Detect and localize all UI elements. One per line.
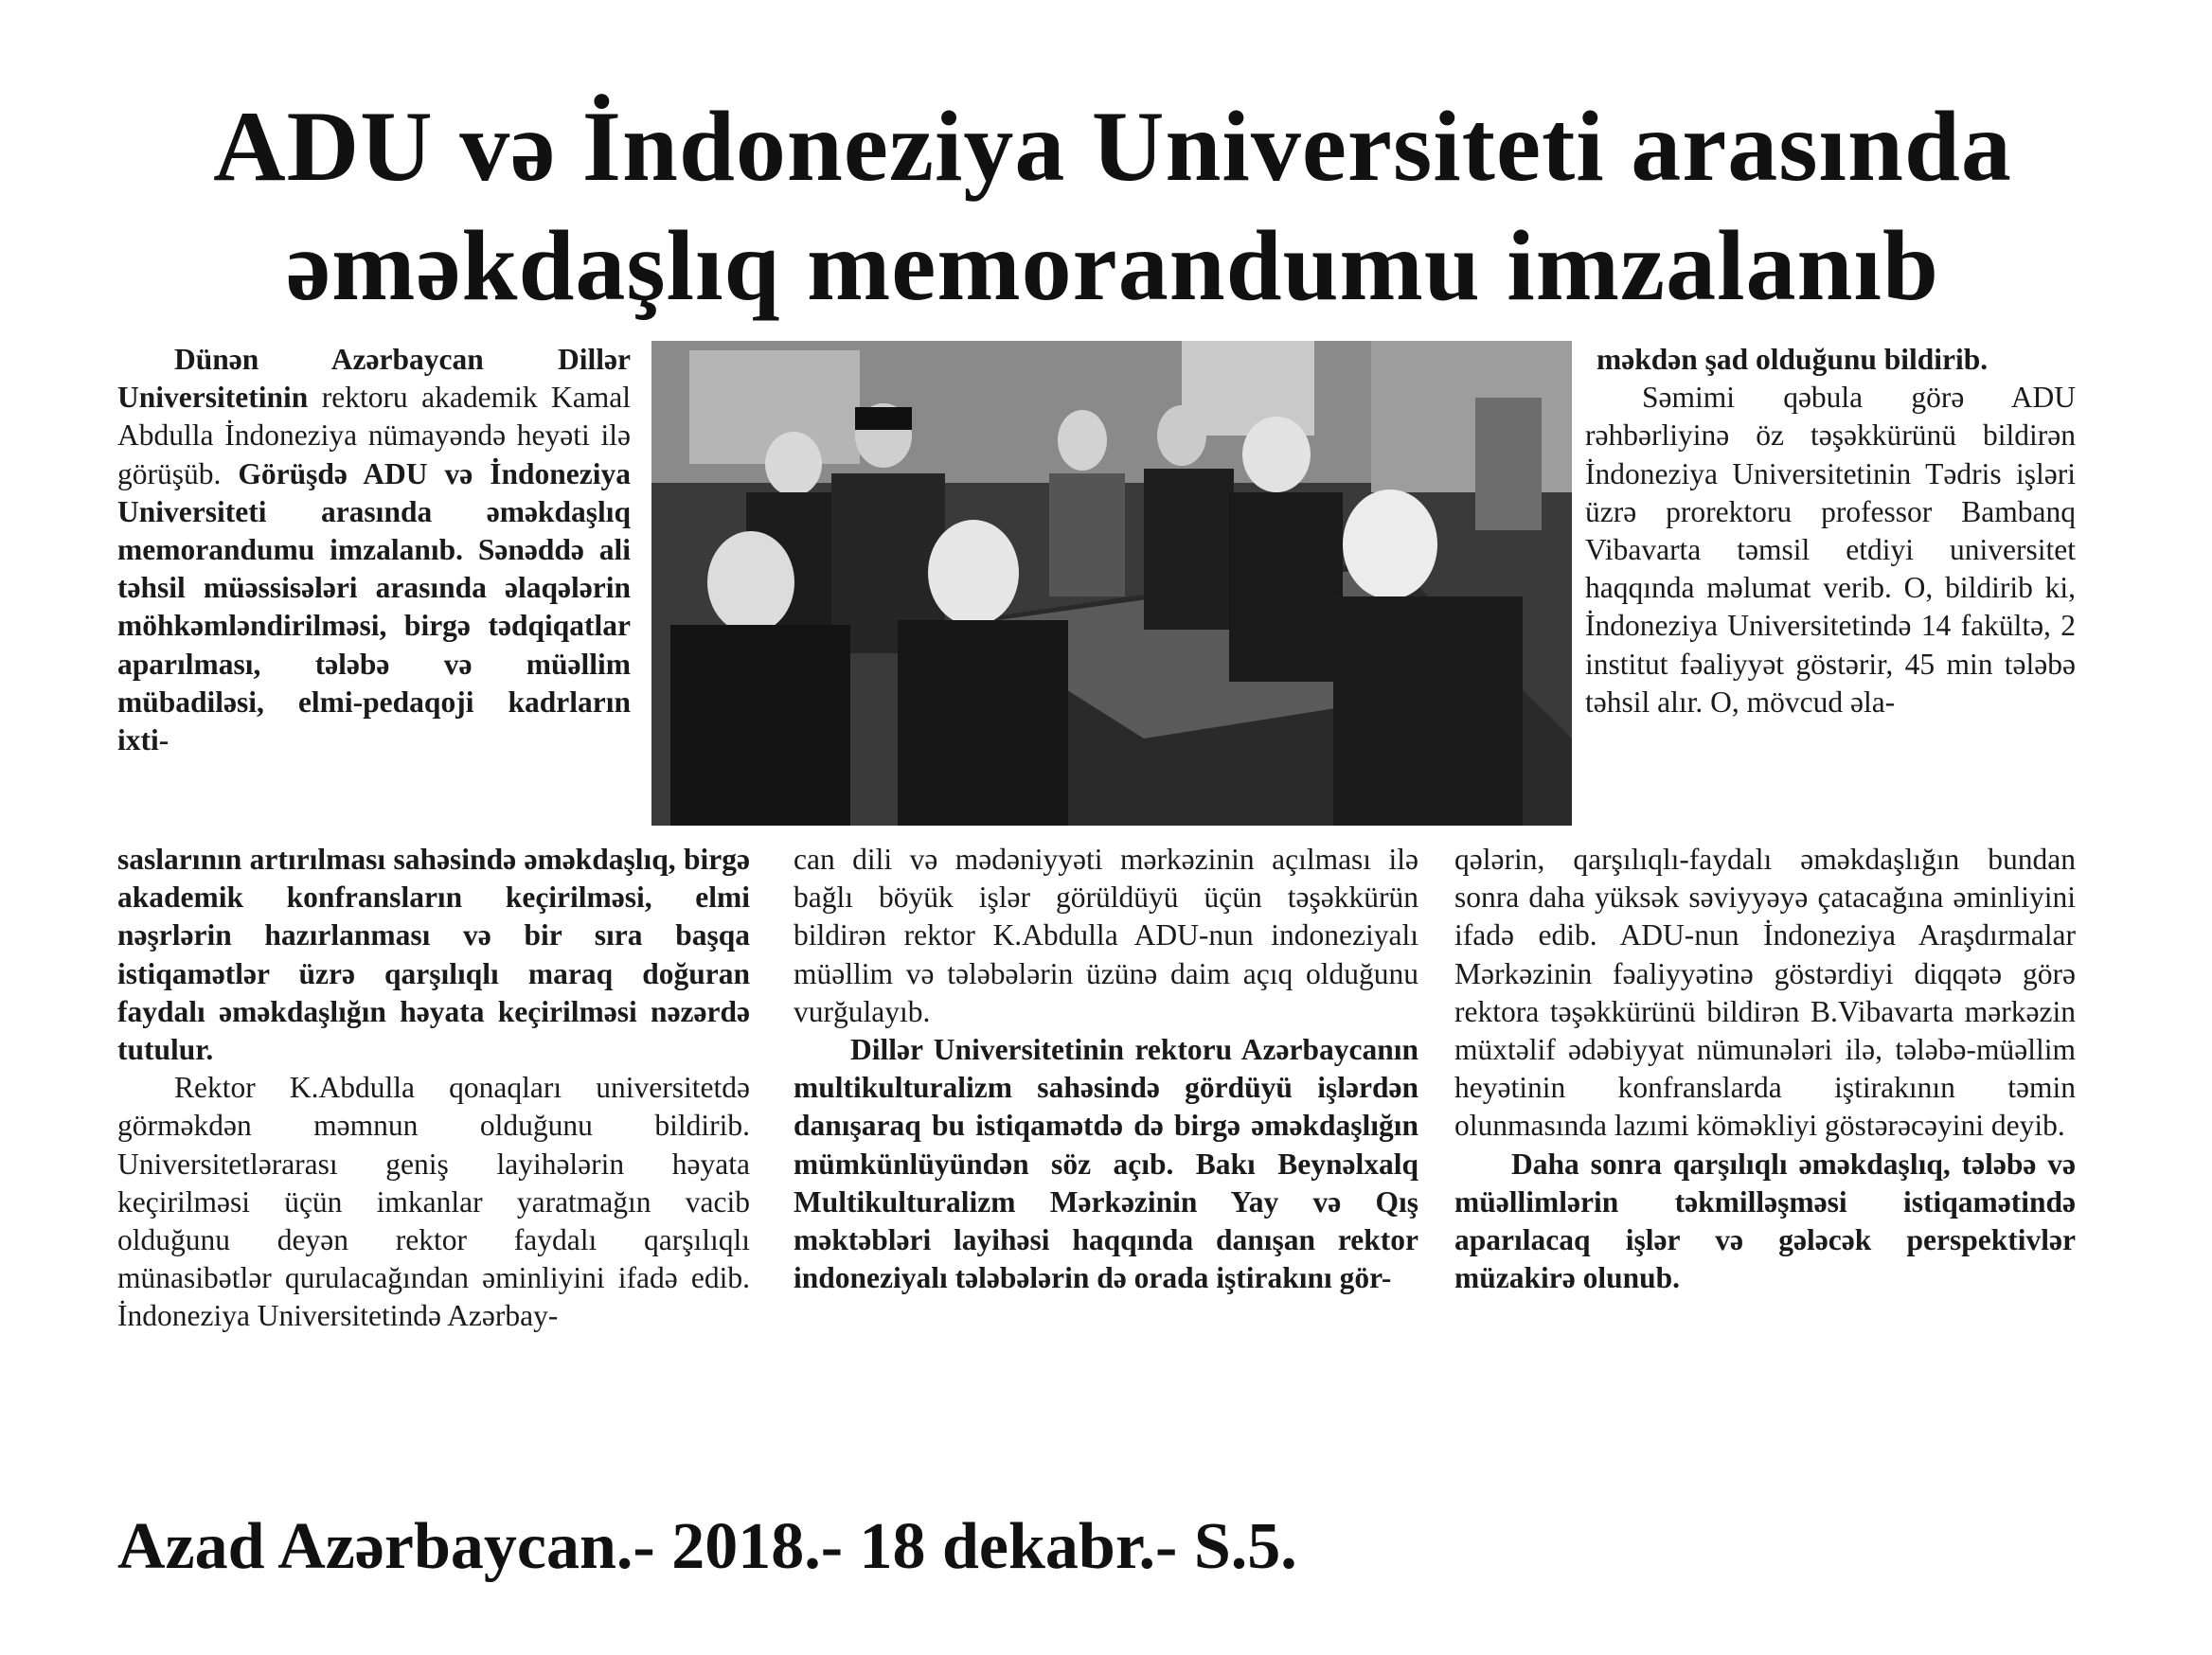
column-2	[794, 841, 1418, 1297]
column-3-bottom	[1454, 841, 2076, 1297]
column-1-bottom	[117, 841, 750, 1336]
article-headline	[114, 87, 2112, 326]
bold-text: Görüşdə ADU və İndoneziya Universiteti arasında əməkdaşlıq memorandumu imzalanıb. Sənəddə ali təhsil müəssisələri arasında əlaqələrin möhkəmləndirilməsi, birgə tədqiqatlar aparılması, tələbə və müəllim mübadiləsi, elmi-pedaqoji kadrların ixti-	[117, 456, 632, 757]
paragraph: saslarının artırılması sahəsində əməkdaşlıq, birgə akademik konfransların keçirilməsi, elmi nəşrlərin hazırlanması və bir sıra başqa istiqamətlər üzrə qarşılıqlı maraq doğuran faydalı əməkdaşlığın həyata keçirilməsi nəzərdə tutulur.	[117, 843, 750, 1067]
paragraph: can dili və mədəniyyəti mərkəzinin açılması ilə bağlı böyük işlər görüldüyü üçün təşəkkürün bildirən rektor K.Abdulla ADU-nun indoneziyalı müəllim və tələbələrin üzünə daim açıq olduğunu vurğulayıb.	[794, 843, 1418, 1028]
paragraph: Səmimi qəbula görə ADU rəhbərliyinə öz təşəkkürünü bildirən İndoneziya Universitetinin Tədris işləri üzrə prorektoru professor Bambanq Vibavarta təmsil etdiyi universitet haqqında məlumat verib. O, bildirib ki, İndoneziya Universitetində 14 fakültə, 2 institut fəaliyyət göstərir, 45 min tələbə təhsil alır. O, mövcud əla-	[1585, 381, 2076, 719]
meeting-photo-illustration	[651, 341, 1572, 826]
lead-text: Dünən Azərbaycan Dillər Universitetinin	[117, 343, 631, 415]
column-1-top	[117, 341, 631, 759]
column-3-top	[1585, 341, 2076, 721]
paragraph: Rektor K.Abdulla qonaqları universitetdə görməkdən məmnun olduğunu bildirib. Universitetlərarası geniş layihələrin həyata keçirilməsi üçün imkanlar yaratmağın vacib olduğunu deyən rektor faydalı qarşılıqlı münasibətlər qurulacağından əminliyini ifadə edib. İndoneziya Universitetində Azərbay-	[117, 1071, 750, 1333]
paragraph: Dillər Universitetinin rektoru Azərbaycanın multikulturalizm sahəsində gördüyü işlərdən danışaraq bu istiqamətdə də birgə əməkdaşlığın mümkünlüyündən söz açıb. Bakı Beynəlxalq Multikulturalizm Mərkəzinin Yay və Qış məktəbləri layihəsi haqqında danışan rektor indoneziyalı tələbələrin də orada iştirakını gör-	[794, 1033, 1418, 1295]
headline-line-2: əməkdaşlıq memorandumu imzalanıb	[286, 210, 1939, 321]
paragraph: qələrin, qarşılıqlı-faydalı əməkdaşlığın bundan sonra daha yüksək səviyyəyə çatacağına əminliyini ifadə edib. ADU-nun İndoneziya Araşdırmalar Mərkəzinin fəaliyyətinə göstərdiyi diqqətə görə rektora təşəkkürünü bildirən B.Vibavarta mərkəzin müxtəlif ədəbiyyat nümunələri ilə, tələbə-müəllim heyətinin konfranslarda iştirakının təmin olunmasında lazımi köməkliyi göstərəcəyini deyib.	[1454, 843, 2076, 1143]
meeting-photo	[651, 341, 1572, 826]
source-citation: Azad Azərbaycan.- 2018.- 18 dekabr.- S.5.	[117, 1510, 1297, 1583]
paragraph: Daha sonra qarşılıqlı əməkdaşlıq, tələbə və müəllimlərin təkmilləşməsi istiqamətində aparılacaq işlər və gələcək perspektivlər müzakirə olunub.	[1454, 1147, 2076, 1295]
paragraph: məkdən şad olduğunu bildirib.	[1597, 343, 1989, 376]
body-text: rektoru akademik Kamal Abdulla İndoneziya nümayəndə heyəti ilə görüşüb.	[117, 381, 632, 490]
headline-line-1: ADU və İndoneziya Universiteti arasında	[213, 91, 2012, 202]
paragraph	[117, 341, 631, 759]
